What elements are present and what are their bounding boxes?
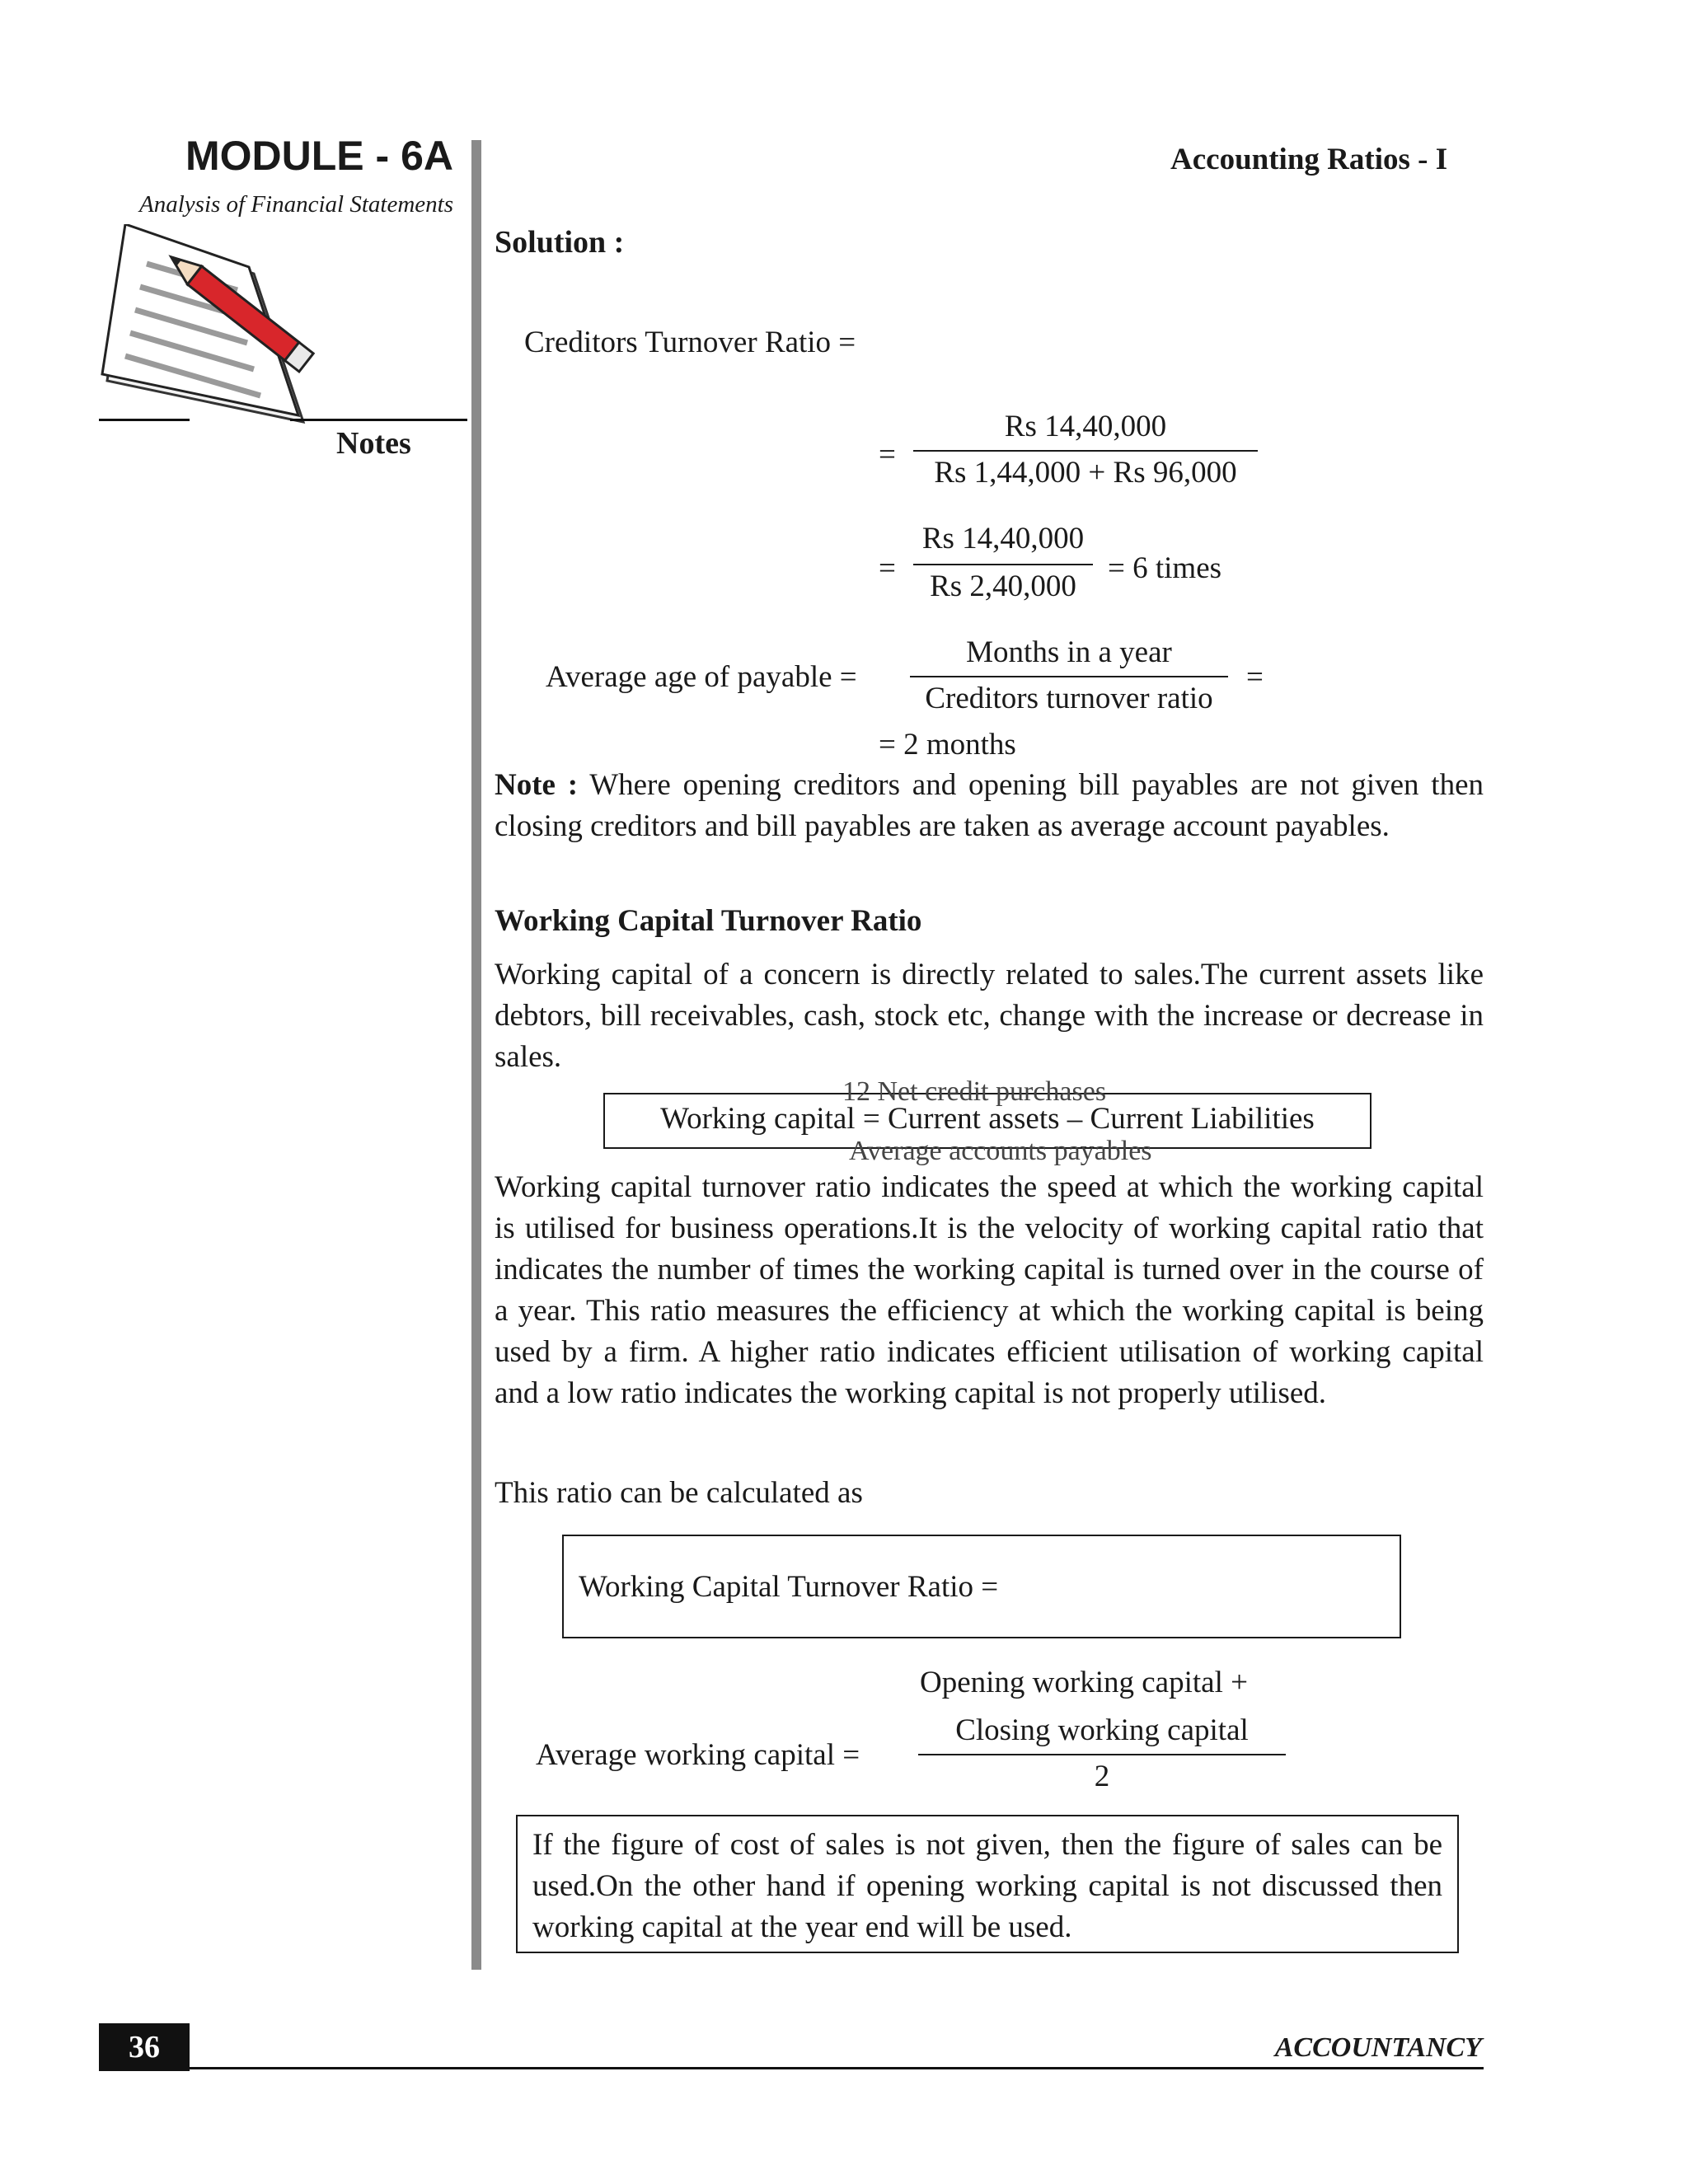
calc-intro: This ratio can be calculated as xyxy=(495,1476,863,1510)
step1-numerator: Rs 14,40,000 xyxy=(1004,410,1167,443)
step1-fraction-line xyxy=(913,450,1258,452)
overlay-bottom-text: Average accounts payables xyxy=(849,1136,1152,1166)
note-label: Note : xyxy=(495,768,579,802)
avg-age-label: Average age of payable = xyxy=(546,660,857,694)
notes-rule-right xyxy=(290,419,467,421)
avg-wc-line1: Opening working capital + xyxy=(920,1666,1248,1699)
step2-fraction-line xyxy=(913,564,1093,565)
info-box-text: If the figure of cost of sales is not given, then the figure of sales can be used.On the other hand if opening working capital is not discussed then working capital at the year end will be used. xyxy=(532,1828,1442,1944)
avg-age-denominator: Creditors turnover ratio xyxy=(925,682,1213,715)
step2-result: = 6 times xyxy=(1108,551,1222,585)
avg-wc-fraction-line xyxy=(918,1754,1286,1755)
avg-wc-label: Average working capital = xyxy=(536,1738,860,1772)
wctr-explanation: Working capital turnover ratio indicates the speed at which the working capital is utilised for business operations.It is the velocity of working capital ratio that indicates the number of times the working capital is turned over in the course of a year. This ratio measures the efficiency at which the working capital is being used by a firm. A higher ratio indicates efficient utilisation of working capital and a low ratio indicates the working capital is not properly utilised. xyxy=(495,1170,1484,1410)
wctr-formula-box xyxy=(562,1535,1401,1638)
avg-wc-denominator: 2 xyxy=(1094,1760,1110,1793)
avg-age-fraction-line xyxy=(910,676,1228,677)
step1-denominator: Rs 1,44,000 + Rs 96,000 xyxy=(934,456,1237,490)
notes-label: Notes xyxy=(336,426,411,461)
step2-equals: = xyxy=(879,551,896,585)
step2-numerator: Rs 14,40,000 xyxy=(921,522,1085,555)
chapter-title: Accounting Ratios - I xyxy=(1170,143,1448,176)
avg-age-numerator: Months in a year xyxy=(966,635,1172,669)
note-text: Where opening creditors and opening bill payables are not given then closing creditors and bill payables are taken as average account payables. xyxy=(495,768,1484,843)
avg-age-equals: = xyxy=(1246,660,1264,694)
notepad-pencil-icon xyxy=(97,224,328,447)
info-box xyxy=(516,1815,1459,1953)
footer-subject: ACCOUNTANCY xyxy=(1274,2032,1482,2063)
note-paragraph xyxy=(495,765,1484,847)
wctr-formula-label: Working Capital Turnover Ratio = xyxy=(579,1570,999,1604)
step1-equals: = xyxy=(879,438,896,471)
page-number: 36 xyxy=(99,2023,190,2071)
wctr-intro: Working capital of a concern is directly related to sales.The current assets like debtors, bill receivables, cash, stock etc, change with the increase or decrease in sales. xyxy=(495,958,1484,1074)
footer-rule xyxy=(99,2067,1484,2069)
module-subtitle: Analysis of Financial Statements xyxy=(139,191,453,218)
margin-separator xyxy=(471,140,481,1970)
step2-denominator: Rs 2,40,000 xyxy=(930,569,1076,603)
creditors-turnover-label: Creditors Turnover Ratio = xyxy=(524,326,856,359)
solution-heading: Solution : xyxy=(495,225,625,260)
overlay-top-text: 12 Net credit purchases xyxy=(842,1076,1107,1107)
avg-wc-line2: Closing working capital xyxy=(955,1713,1249,1747)
notes-rule-left xyxy=(99,419,190,421)
module-title: MODULE - 6A xyxy=(185,133,453,179)
avg-age-result: = 2 months xyxy=(879,728,1016,762)
working-capital-formula: Working capital = Current assets – Current Liabilities xyxy=(660,1102,1315,1136)
wctr-heading: Working Capital Turnover Ratio xyxy=(495,904,922,938)
